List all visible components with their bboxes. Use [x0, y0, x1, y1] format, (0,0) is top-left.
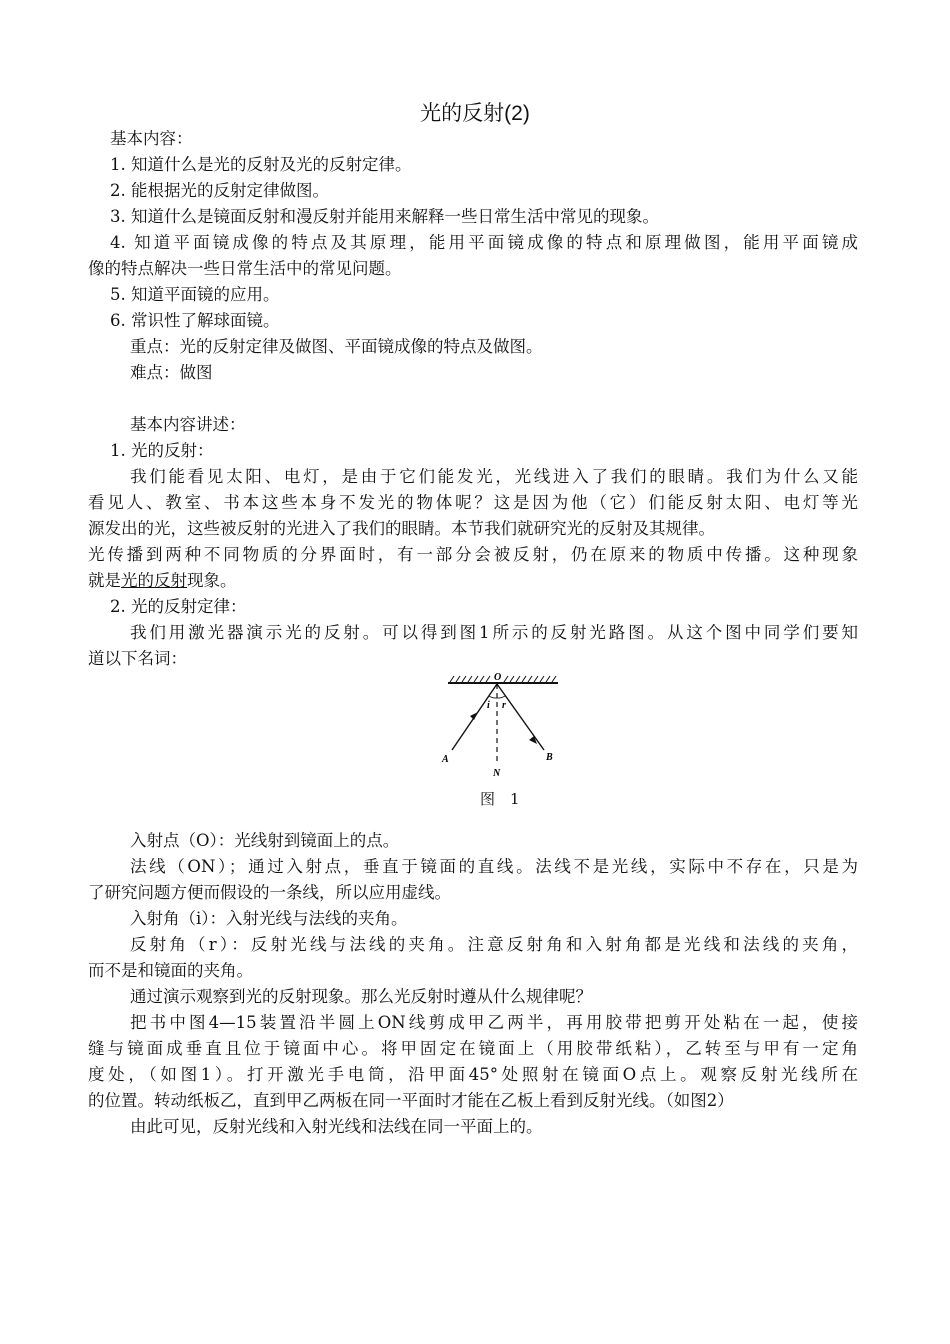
section-1-title: 1. 光的反射： [110, 441, 214, 460]
section-2-title: 2. 光的反射定律： [110, 597, 247, 616]
term-reflection-link: 光的反射 [121, 571, 187, 590]
para-1-line-1: 我们能看见太阳、电灯，是由于它们能发光，光线进入了我们的眼睛。我们为什么又能 [130, 467, 858, 486]
basic-heading: 基本内容： [110, 129, 193, 148]
reflected-arrow-icon [529, 736, 537, 744]
explain-heading: 基本内容讲述： [130, 415, 246, 434]
label-o: O [494, 672, 502, 683]
para-1-line-2: 看见人、教室、书本这些本身不发光的物体呢？这是因为他（它）们能反射太阳、电灯等光 [88, 493, 858, 512]
label-r: r [502, 700, 506, 711]
demo-para-2-line-4: 的位置。转动纸板乙，直到甲乙两板在同一平面时才能在乙板上看到反射光线。（如图2） [88, 1091, 734, 1110]
para-2-line-1: 光传播到两种不同物质的分界面时，有一部分会被反射，仍在原来的物质中传播。这种现象 [88, 545, 858, 564]
incident-arrow-icon [470, 712, 478, 720]
basic-item-5: 5. 知道平面镜的应用。 [110, 285, 280, 304]
demo-para-3: 由此可见，反射光线和入射光线和法线在同一平面上的。 [130, 1117, 543, 1136]
label-a: A [442, 754, 449, 765]
angle-r-arc [497, 696, 505, 698]
term-incidence-angle: 入射角（i）：入射光线与法线的夹角。 [130, 909, 408, 928]
angle-i-arc [489, 696, 497, 698]
label-b: B [546, 752, 553, 763]
demo-para-2-line-1: 把书中图4—15装置沿半圆上ON线剪成甲乙两半，再用胶带把剪开处粘在一起，使接 [130, 1013, 858, 1032]
label-n: N [493, 768, 501, 779]
basic-item-2: 2. 能根据光的反射定律做图。 [110, 181, 329, 200]
demo-para-2-line-3: 度处，（如图1）。打开激光手电筒，沿甲面45°处照射在镜面O点上。观察反射光线所在 [88, 1065, 858, 1084]
para-2-suffix: 现象。 [187, 571, 237, 590]
para-2-prefix: 就是 [88, 571, 121, 590]
key-point: 重点：光的反射定律及做图、平面镜成像的特点及做图。 [130, 337, 543, 356]
para-3-line-1: 我们用激光器演示光的反射。可以得到图1所示的反射光路图。从这个图中同学们要知 [130, 623, 858, 642]
term-normal-line-1: 法线（ON）；通过入射点，垂直于镜面的直线。法线不是光线，实际中不存在，只是为 [130, 857, 858, 876]
reflected-ray [497, 684, 544, 750]
term-reflection-angle-line-2: 而不是和镜面的夹角。 [88, 961, 253, 980]
term-normal-line-2: 了研究问题方便而假设的一条线，所以应用虚线。 [88, 883, 451, 902]
term-reflection-angle-line-1: 反射角（r）：反射光线与法线的夹角。注意反射角和入射角都是光线和法线的夹角， [130, 935, 858, 954]
term-incidence-point: 入射点（O）：光线射到镜面上的点。 [130, 831, 400, 850]
page-title: 光的反射(2) [420, 102, 530, 125]
figure-caption: 图 1 [480, 790, 520, 808]
demo-para-1: 通过演示观察到光的反射现象。那么光反射时遵从什么规律呢？ [130, 987, 592, 1006]
basic-item-3: 3. 知道什么是镜面反射和漫反射并能用来解释一些日常生活中常见的现象。 [110, 207, 659, 226]
para-1-line-3: 源发出的光，这些被反射的光进入了我们的眼睛。本节我们就研究光的反射及其规律。 [88, 519, 715, 538]
basic-item-4-cont: 像的特点解决一些日常生活中的常见问题。 [88, 259, 402, 278]
basic-item-1: 1. 知道什么是光的反射及光的反射定律。 [110, 155, 412, 174]
difficulty: 难点：做图 [130, 363, 213, 382]
label-i: i [487, 700, 490, 711]
mirror-hatching [450, 676, 556, 682]
para-3-line-2: 道以下名词： [88, 649, 187, 668]
basic-item-4: 4. 知道平面镜成像的特点及其原理，能用平面镜成像的特点和原理做图，能用平面镜成 [110, 233, 858, 252]
demo-para-2-line-2: 缝与镜面成垂直且位于镜面中心。将甲固定在镜面上（用胶带纸粘），乙转至与甲有一定角 [88, 1039, 858, 1058]
basic-item-6: 6. 常识性了解球面镜。 [110, 311, 280, 330]
para-2-line-2 [88, 571, 237, 591]
